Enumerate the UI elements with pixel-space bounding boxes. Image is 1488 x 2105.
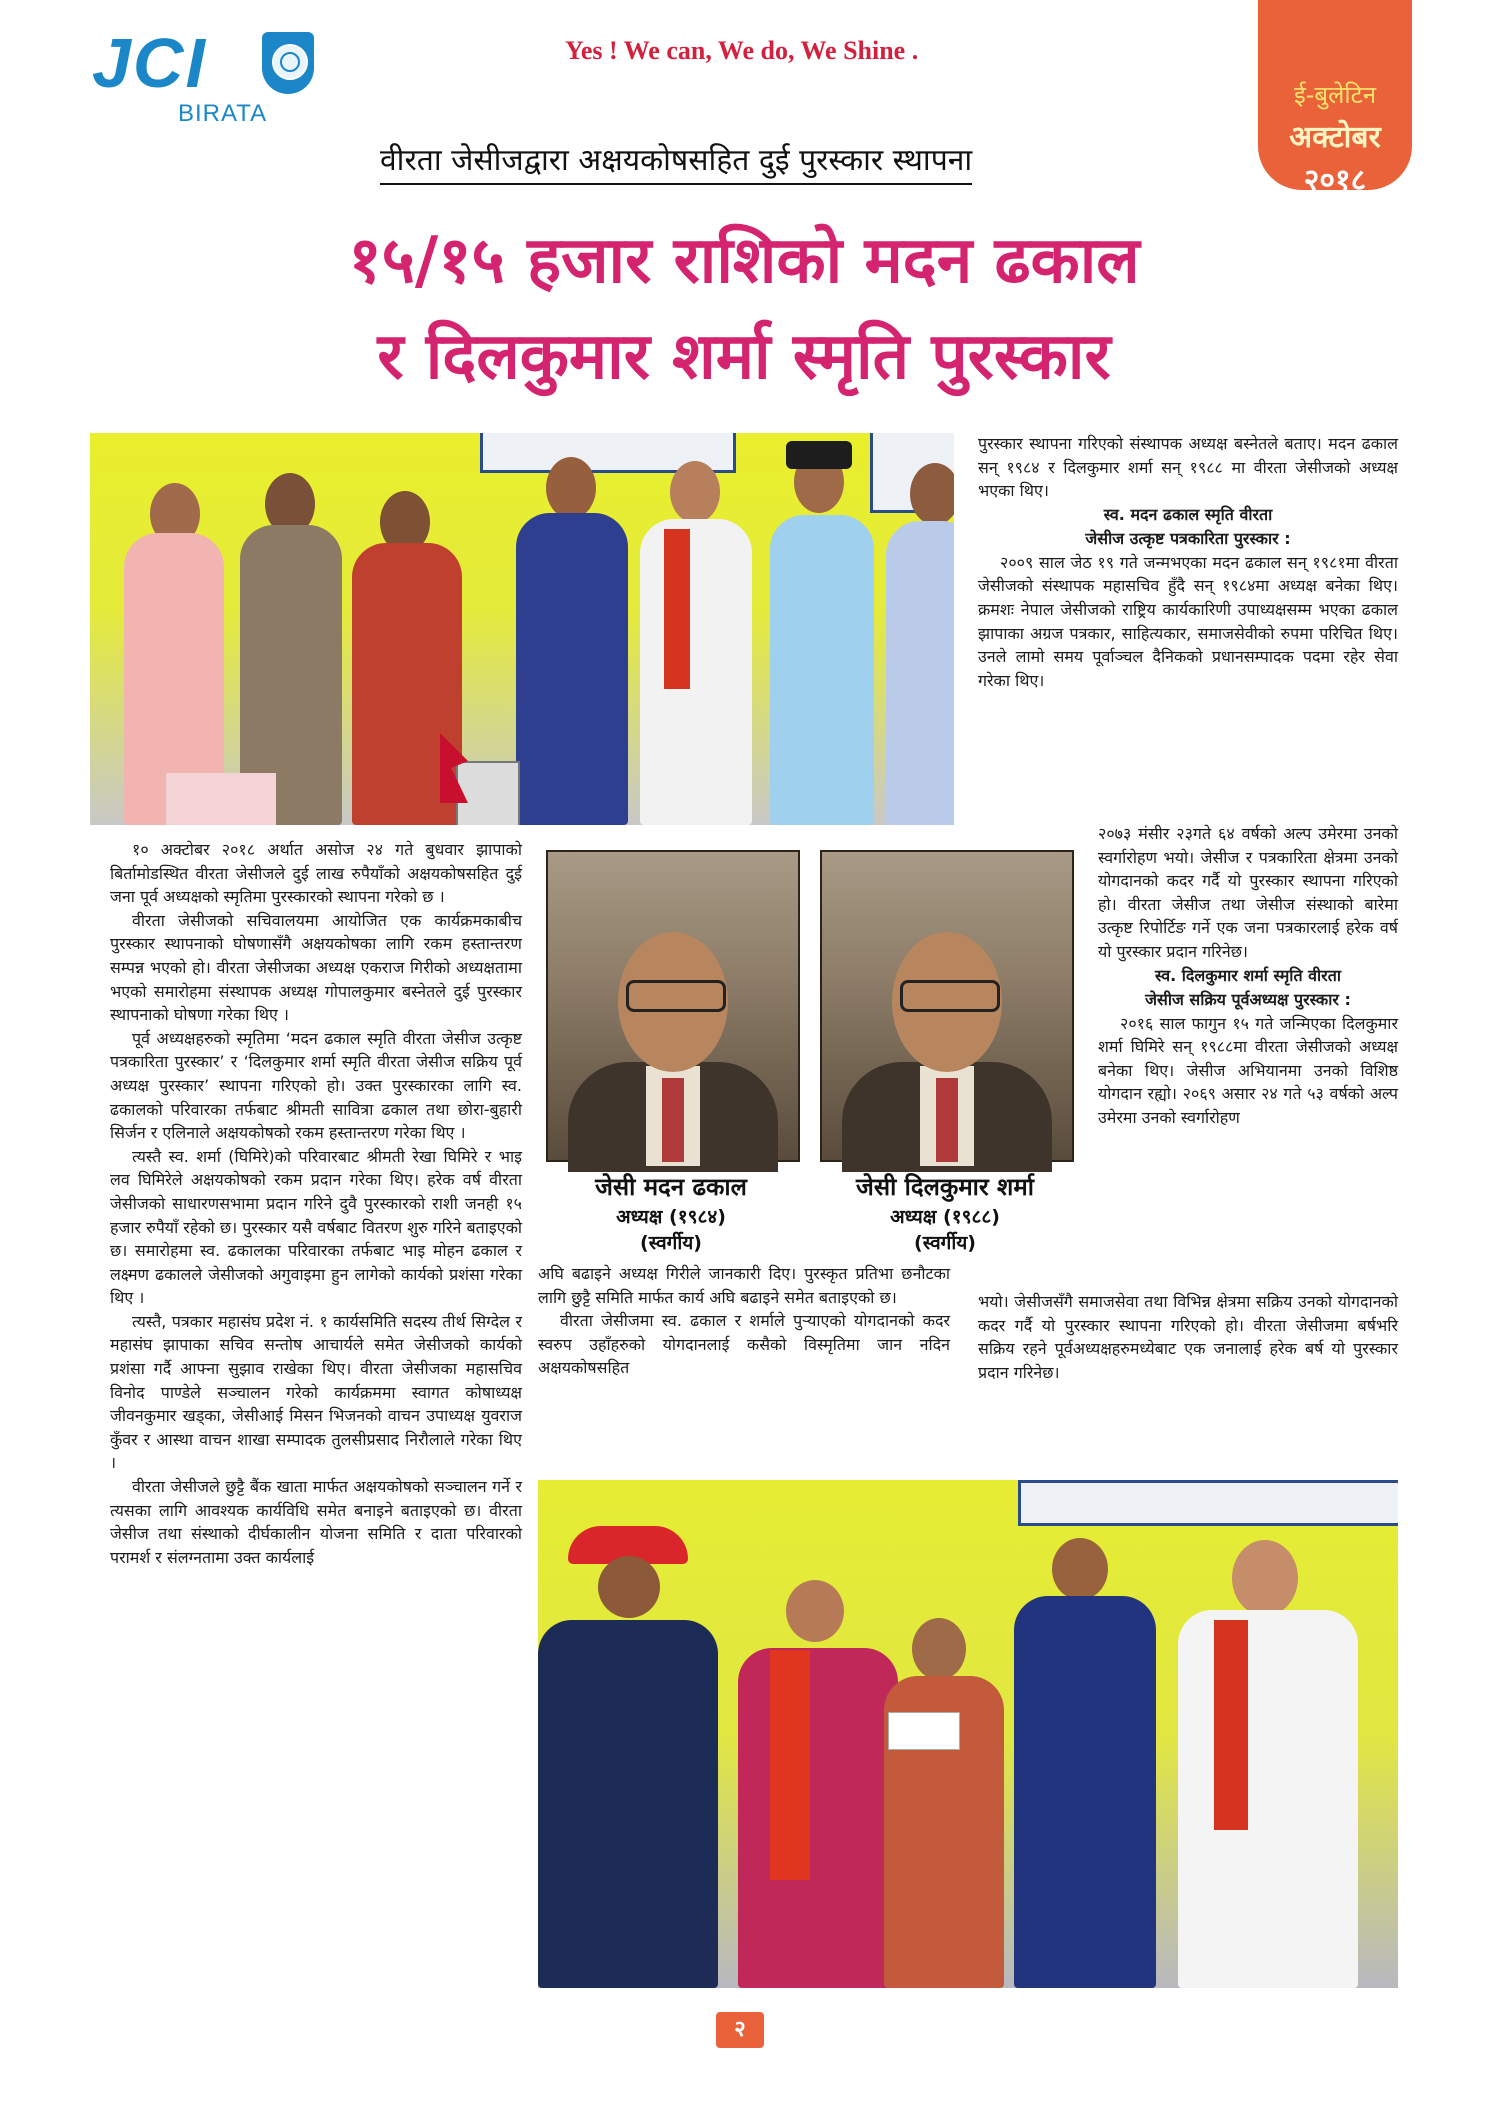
page-number: २ (716, 2012, 764, 2048)
article-right-column-bottom (978, 1290, 1398, 1384)
paragraph: २०७३ मंसीर २३गते ६४ वर्षको अल्प उमेरमा उनको स्वर्गारोहण भयो। जेसीज र पत्रकारिता क्षेत्रमा उनको योगदानको कदर गर्दै यो पुरस्कार स्थापना गरिएको हो। वीरता जेसीज तथा जेसीज संस्थाको बारेमा उत्कृष्ट रिपोर्टिङ गर्ने एक जना पत्रकारलाई हरेक वर्ष यो पुरस्कार प्रदान गरिनेछ। (1098, 824, 1398, 961)
portrait-role: अध्यक्ष (१९८८) (890, 1206, 1000, 1228)
edition-label: ई-बुलेटिन (1293, 81, 1377, 109)
paragraph: पूर्व अध्यक्षहरुको स्मृतिमा ‘मदन ढकाल स्मृति वीरता जेसीज उत्कृष्ट पत्रकारिता पुरस्कार’ र ‘दिलकुमार शर्मा स्मृति वीरता जेसीज सक्रिय पूर्व अध्यक्ष पुरस्कार’ स्थापना गरिएको हो। उक्त पुरस्कारका लागि स्व. ढकालको परिवारका तर्फबाट श्रीमती सावित्रा ढकाल तथा छोरा-बुहारी सिर्जन र एलिनाले अक्षयकोषको रकम हस्तान्तरण गरेका थिए । (110, 1028, 522, 1143)
portrait-caption-2 (820, 1170, 1070, 1255)
paragraph: भयो। जेसीजसँगै समाजसेवा तथा विभिन्न क्षेत्रमा सक्रिय उनको योगदानको कदर गर्दै यो पुरस्कार स्थापना गरिएको हो। वीरता जेसीजमा बर्षभरि सक्रिय रहने पूर्वअध्यक्षहरुमध्येबाट एक जनालाई हरेक बर्ष यो पुरस्कार प्रदान गरिनेछ। (978, 1292, 1398, 1382)
section-title: स्व. मदन ढकाल स्मृति वीरता (1103, 504, 1273, 524)
article-right-column-top (978, 432, 1398, 692)
paragraph: वीरता जेसीजमा स्व. ढकाल र शर्माले पुऱ्याएको योगदानको कदर स्वरुप उहाँहरुको योगदानलाई कसैको विस्मृतिमा जान नदिन अक्षयकोषसहित (538, 1311, 950, 1378)
article-left-column (110, 838, 522, 2000)
article-middle-column (538, 1262, 950, 1452)
portrait-status: (स्वर्गीय) (914, 1232, 976, 1254)
portrait-madan-dhakal (546, 850, 800, 1162)
paragraph: अघि बढाइने अध्यक्ष गिरीले जानकारी दिए। पुरस्कृत प्रतिभा छनौटका लागि छुट्टै समिति मार्फत कार्य अघि बढाइने समेत बताइएको छ। (538, 1264, 950, 1307)
paragraph: १० अक्टोबर २०१८ अर्थात असोज २४ गते बुधवार झापाको बिर्तामोडस्थित वीरता जेसीजले दुई लाख रुपैयाँको अक्षयकोषसहित दुई जना पूर्व अध्यक्षको स्मृतिमा पुरस्कारको स्थापना गरेको छ । (110, 840, 522, 907)
ceremony-photo-top (90, 433, 954, 825)
paragraph: त्यस्तै स्व. शर्मा (घिमिरे)को परिवारबाट श्रीमती रेखा घिमिरे र भाइ लव घिमिरेले अक्षयकोषको रकम प्रदान गरेका थिए। हरेक वर्ष वीरता जेसीजको साधारणसभामा प्रदान गरिने दुवै पुरस्कारको राशी जनही १५ हजार रुपैयाँ रहेको छ। पुरस्कार यसै वर्षबाट वितरण शुरु गरिने बताइएको छ। समारोहमा स्व. ढकालका परिवारका तर्फबाट भाइ मोहन ढकाल र लक्ष्मण ढकालले जेसीजको अगुवाइमा हुन लागेको कार्यको प्रशंसा गरेका थिए । (110, 1146, 522, 1308)
paragraph: वीरता जेसीजको सचिवालयमा आयोजित एक कार्यक्रमकाबीच पुरस्कार स्थापनाको घोषणासँगै अक्षयकोषका लागि रकम हस्तान्तरण सम्पन्न भएको हो। वीरता जेसीजका अध्यक्ष एकराज गिरीको अध्यक्षतामा भएको समारोहमा संस्थापक अध्यक्ष गोपालकुमार बस्नेतले दुई पुरस्कार स्थापनाको घोषणा गरेका थिए । (110, 910, 522, 1025)
portrait-name: जेसी मदन ढकाल (595, 1173, 747, 1201)
section-title: जेसीज उत्कृष्ट पत्रकारिता पुरस्कार : (1085, 528, 1291, 548)
portrait-role: अध्यक्ष (१९८४) (616, 1206, 726, 1228)
portrait-caption-1 (546, 1170, 796, 1255)
paragraph: २०१६ साल फागुन १५ गते जन्मिएका दिलकुमार शर्मा घिमिरे सन् १९८८मा वीरता जेसीजको अध्यक्ष बनेका थिए। जेसीज अभियानमा उनको विशिष्ठ योगदान रह्यो। २०६९ असार २४ गते ५३ वर्षको अल्प उमेरमा उनको स्वर्गारोहण (1098, 1013, 1398, 1127)
headline-line-2: र दिलकुमार शर्मा स्मृति पुरस्कार (377, 320, 1111, 394)
sub-headline: वीरता जेसीजद्वारा अक्षयकोषसहित दुई पुरस्कार स्थापना (380, 138, 972, 185)
paragraph: त्यस्तै, पत्रकार महासंघ प्रदेश नं. १ कार्यसमिति सदस्य तीर्थ सिग्देल र महासंघ झापाका सचिव सन्तोष आचार्यले समेत जेसीजको कार्यको प्रशंसा गर्दै आफ्ना सुझाव राखेका थिए। वीरता जेसीजका महासचिव विनोद पाण्डेले सञ्चालन गरेको कार्यक्रममा स्वागत कोषाध्यक्ष जीवनकुमार खड्का, जेसीआई मिसन भिजनको वाचन उपाध्यक्ष युवराज कुँवर र आस्था वाचन शाखा सम्पादक तुलसीप्रसाद निरौलाले गरेका थिए । (110, 1311, 522, 1473)
portrait-name: जेसी दिलकुमार शर्मा (856, 1173, 1034, 1201)
tagline: Yes ! We can, We do, We Shine . (565, 36, 919, 65)
headline-line-1: १५/१५ हजार राशिको मदन ढकाल (348, 224, 1140, 298)
section-title: जेसीज सक्रिय पूर्वअध्यक्ष पुरस्कार : (1145, 989, 1351, 1009)
edition-month: अक्टोबर (1289, 120, 1381, 155)
paragraph: वीरता जेसीजले छुट्टै बैंक खाता मार्फत अक्षयकोषको सञ्चालन गर्ने र त्यसका लागि आवश्यक कार्यविधि समेत बनाइने बताइएको छ। वीरता जेसीज तथा संस्थाको दीर्घकालीन योजना समिति र दाता परिवारको परामर्श र संलग्नतामा उक्त कार्यलाई (110, 1477, 522, 1567)
logo-subtitle: BIRATA (178, 100, 268, 127)
jci-shield-logo-icon (262, 32, 314, 94)
edition-year: २०१८ (1303, 163, 1367, 198)
edition-badge (1258, 0, 1412, 198)
article-right-column-mid (1098, 822, 1398, 1130)
logo-text: JCI (92, 24, 207, 102)
section-title: स्व. दिलकुमार शर्मा स्मृति वीरता (1154, 965, 1341, 985)
paragraph: २००९ साल जेठ १९ गते जन्मभएका मदन ढकाल सन् १९८१मा वीरता जेसीजको संस्थापक महासचिव हुँदै सन् १९८४मा अध्यक्ष बनेका थिए। क्रमशः नेपाल जेसीजको राष्ट्रिय कार्यकारिणी उपाध्यक्षसम्म भएका ढकाल झापाका अग्रज पत्रकार, साहित्यकार, समाजसेवीको रुपमा परिचित थिए। उनले लामो समय पूर्वाञ्चल दैनिकको प्रधानसम्पादक पदमा रहेर सेवा गरेका थिए। (978, 552, 1398, 690)
portrait-status: (स्वर्गीय) (640, 1232, 702, 1254)
paragraph: पुरस्कार स्थापना गरिएको संस्थापक अध्यक्ष बस्नेतले बताए। मदन ढकाल सन् १९८४ र दिलकुमार शर्मा सन् १९८८ मा वीरता जेसीजको अध्यक्ष भएका थिए। (978, 434, 1398, 501)
ceremony-photo-bottom (538, 1480, 1398, 1988)
portrait-dilkumar-sharma (820, 850, 1074, 1162)
